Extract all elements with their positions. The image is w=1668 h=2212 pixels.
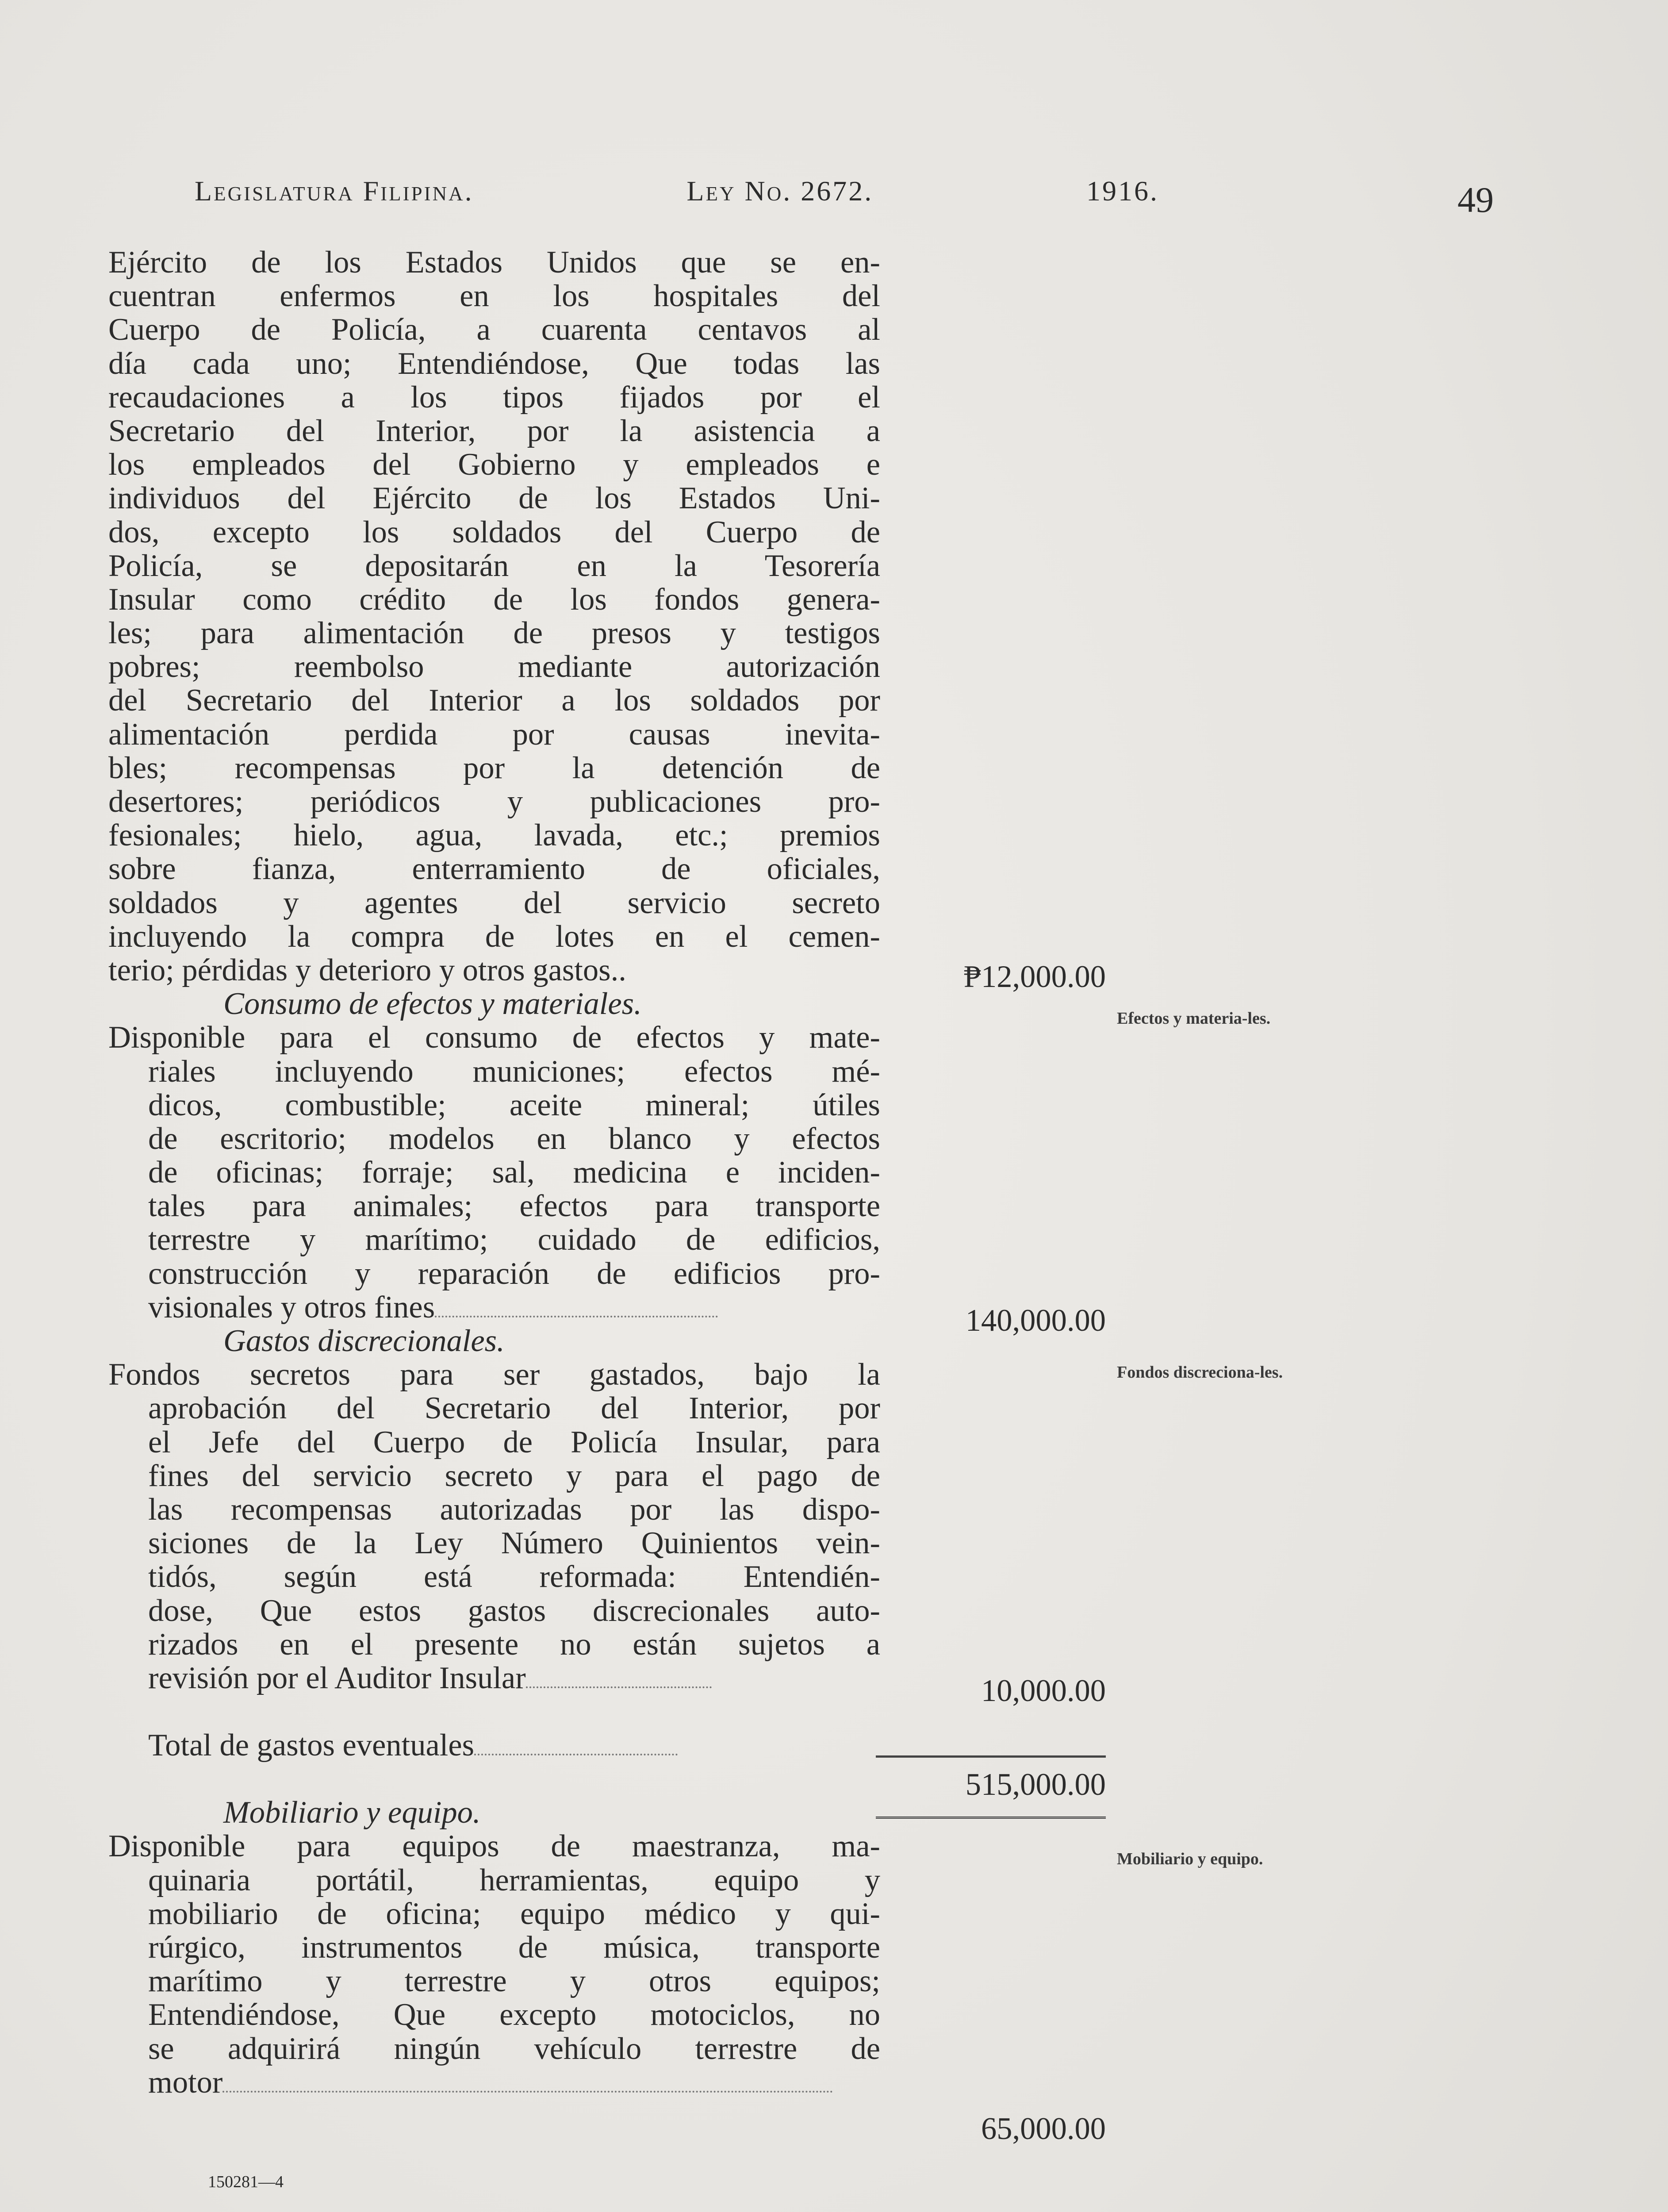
text-line: incluyendo la compra de lotes en el cemen- — [108, 919, 880, 954]
text-line: siciones de la Ley Número Quinientos vein- — [148, 1526, 880, 1561]
last-line-text: motor — [148, 2065, 223, 2100]
text-line: de escritorio; modelos en blanco y efectos — [148, 1121, 880, 1156]
text-line: dos, excepto los soldados del Cuerpo de — [108, 515, 880, 549]
leader-dots — [222, 2091, 833, 2093]
header-law-number: Ley No. 2672. — [686, 175, 874, 207]
amount-consumo: 140,000.00 — [965, 1303, 1106, 1338]
text-line: de oficinas; forraje; sal, medicina e inciden- — [148, 1155, 880, 1190]
text-line: Insular como crédito de los fondos genera- — [108, 582, 880, 617]
text-line: dicos, combustible; aceite mineral; útiles — [148, 1087, 880, 1122]
text-line: aprobación del Secretario del Interior, por — [148, 1391, 880, 1426]
margin-note-mobiliario: Mobiliario y equipo. — [1117, 1850, 1263, 1868]
text-line: individuos del Ejército de los Estados Uni- — [108, 481, 880, 516]
page-number: 49 — [1457, 180, 1494, 220]
running-header — [195, 175, 1159, 207]
last-line-text: visionales y otros fines — [148, 1290, 435, 1325]
text-line: dose, Que estos gastos discrecionales auto- — [148, 1593, 880, 1628]
total-line — [108, 1728, 880, 1762]
text-line: Cuerpo de Policía, a cuarenta centavos al — [108, 312, 880, 347]
paragraph-ejercito — [108, 246, 880, 987]
margin-note-fondos: Fondos discreciona-les. — [1117, 1363, 1283, 1382]
text-line: soldados y agentes del servicio secreto — [108, 885, 880, 920]
heading-mobiliario: Mobiliario y equipo. — [223, 1795, 481, 1830]
text-line: Disponible para el consumo de efectos y mate- — [108, 1020, 880, 1055]
text-line: riales incluyendo municiones; efectos mé- — [148, 1054, 880, 1089]
paragraph-consumo — [108, 1021, 880, 1324]
text-line: rúrgico, instrumentos de música, transporte — [148, 1930, 880, 1965]
text-line — [108, 1290, 880, 1324]
heading-gastos: Gastos discrecionales. — [223, 1324, 505, 1358]
text-line: terrestre y marítimo; cuidado de edificios, — [148, 1222, 880, 1257]
text-line: Ejército de los Estados Unidos que se en- — [108, 245, 880, 280]
subtotal-rule — [876, 1755, 1106, 1758]
text-line: el Jefe del Cuerpo de Policía Insular, para — [148, 1425, 880, 1459]
text-line: cuentran enfermos en los hospitales del — [108, 279, 880, 314]
text-line: bles; recompensas por la detención de — [108, 750, 880, 785]
text-line: recaudaciones a los tipos fijados por el — [108, 380, 880, 415]
text-line: construcción y reparación de edificios pro- — [148, 1256, 880, 1291]
header-year: 1916. — [1086, 175, 1159, 207]
amount-total: 515,000.00 — [965, 1767, 1106, 1802]
text-line: se adquirirá ningún vehículo terrestre de — [148, 2031, 880, 2066]
heading-consumo: Consumo de efectos y materiales. — [223, 987, 642, 1022]
text-line — [108, 2066, 880, 2099]
leader-dots — [474, 1754, 678, 1755]
header-legislature: Legislatura Filipina. — [195, 175, 474, 207]
leader-dots — [435, 1316, 718, 1317]
text-line: Secretario del Interior, por la asistencia a — [108, 413, 880, 448]
text-line: mobiliario de oficina; equipo médico y qui- — [148, 1896, 880, 1931]
text-line: terio; pérdidas y deterioro y otros gastos.. — [108, 952, 626, 987]
text-line: marítimo y terrestre y otros equipos; — [148, 1964, 880, 1999]
amount-gastos: 10,000.00 — [981, 1674, 1106, 1708]
paragraph-gastos — [108, 1358, 880, 1695]
text-line: rizados en el presente no están sujetos a — [148, 1627, 880, 1662]
amount-eventuales: ₱12,000.00 — [963, 960, 1106, 994]
text-column — [108, 246, 880, 2099]
text-line: las recompensas autorizadas por las dispo- — [148, 1492, 880, 1527]
text-line: les; para alimentación de presos y testigos — [108, 616, 880, 651]
text-line: tales para animales; efectos para transporte — [148, 1189, 880, 1224]
margin-note-efectos: Efectos y materia-les. — [1117, 1009, 1271, 1028]
text-line: desertores; periódicos y publicaciones pro- — [108, 784, 880, 819]
text-line: pobres; reembolso mediante autorización — [108, 649, 880, 684]
text-line: Disponible para equipos de maestranza, ma- — [108, 1829, 880, 1864]
text-line — [108, 1661, 880, 1695]
text-line: Entendiéndose, Que excepto motociclos, no — [148, 1997, 880, 2032]
total-double-rule — [876, 1816, 1106, 1823]
last-line-text: revisión por el Auditor Insular — [148, 1660, 526, 1695]
text-line: del Secretario del Interior a los soldados por — [108, 683, 880, 718]
text-line: Policía, se depositarán en la Tesorería — [108, 548, 880, 583]
text-line: alimentación perdida por causas inevita- — [108, 717, 880, 752]
leader-dots — [526, 1686, 712, 1688]
text-line: Fondos secretos para ser gastados, bajo la — [108, 1357, 880, 1392]
text-line: fesionales; hielo, agua, lavada, etc.; premios — [108, 818, 880, 853]
paragraph-mobiliario — [108, 1829, 880, 2099]
text-line: día cada uno; Entendiéndose, Que todas las — [108, 346, 880, 381]
total-label: Total de gastos eventuales — [148, 1728, 475, 1763]
amount-mobiliario: 65,000.00 — [981, 2112, 1106, 2146]
signature-code: 150281—4 — [208, 2173, 284, 2191]
text-line: quinaria portátil, herramientas, equipo y — [148, 1863, 880, 1897]
text-line: tidós, según está reformada: Entendién- — [148, 1559, 880, 1594]
text-line: los empleados del Gobierno y empleados e — [108, 447, 880, 482]
text-line: fines del servicio secreto y para el pago de — [148, 1458, 880, 1493]
text-line: sobre fianza, enterramiento de oficiales, — [108, 852, 880, 887]
